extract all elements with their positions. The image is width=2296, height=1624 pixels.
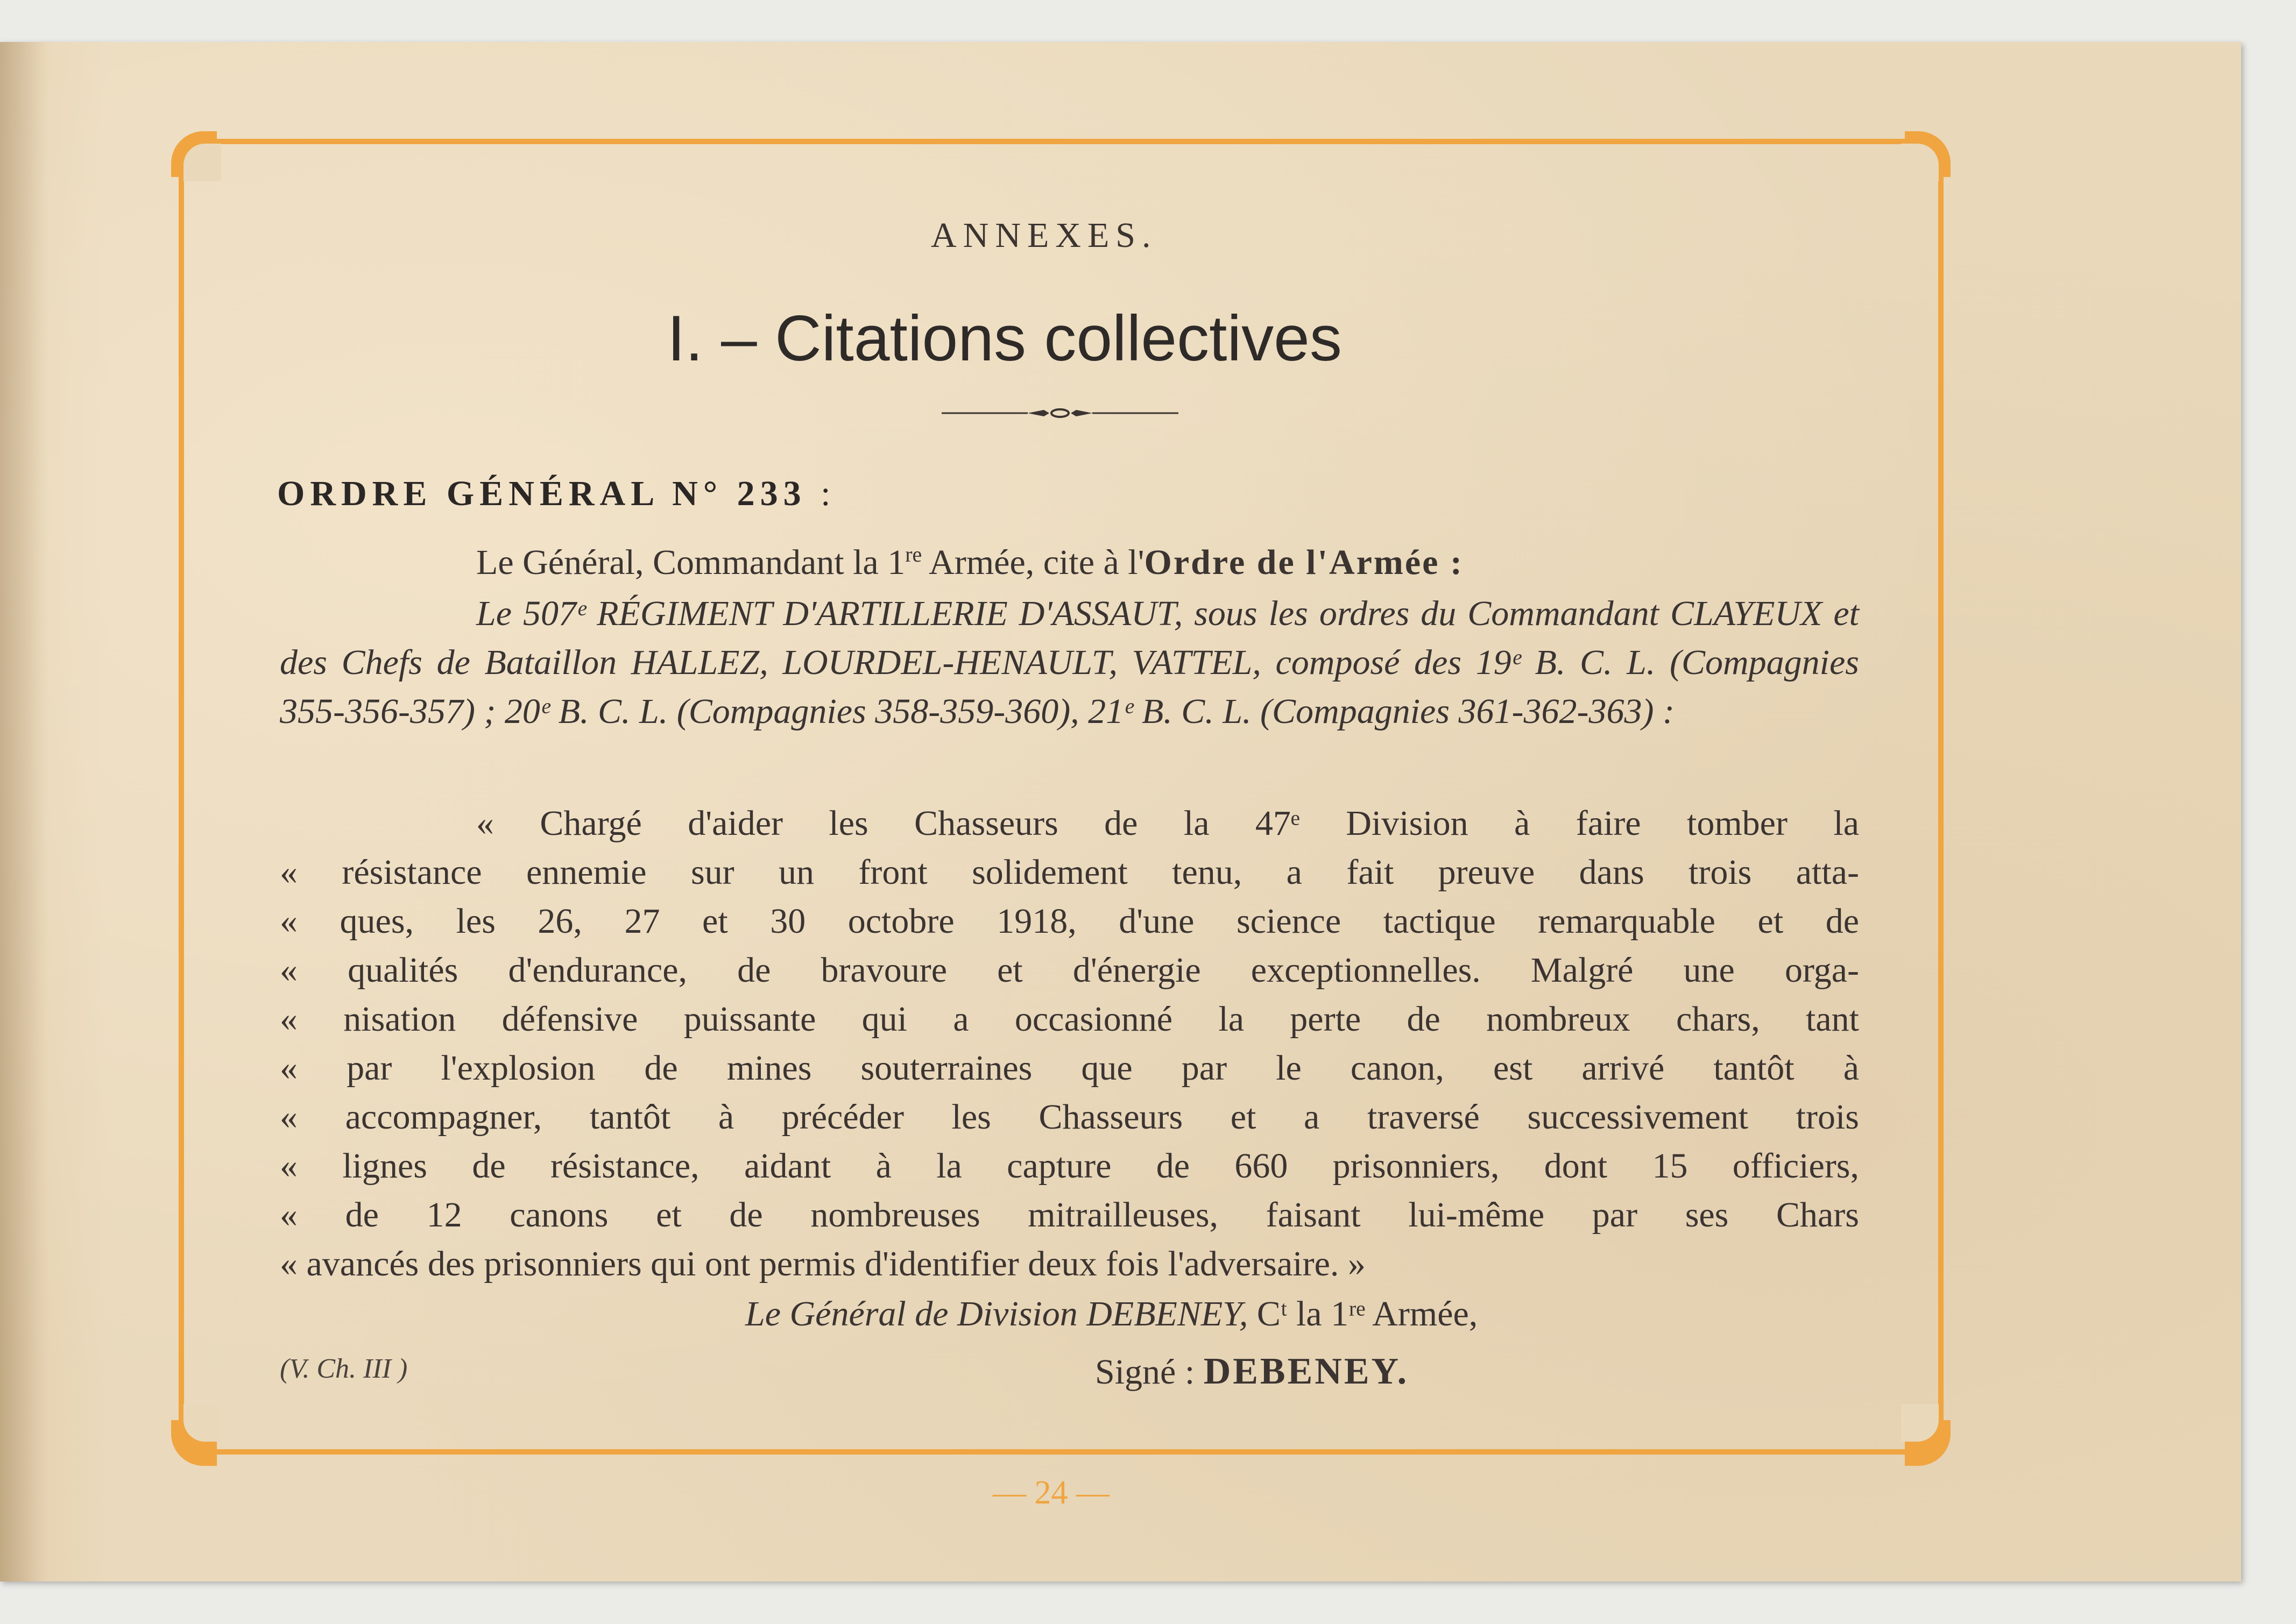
chapter-reference: (V. Ch. III ) <box>280 1353 408 1384</box>
intro-bold: Ordre de l'Armée : <box>1144 543 1464 582</box>
ornament-divider-icon <box>942 402 1178 424</box>
intro-superscript: re <box>905 542 922 566</box>
ordre-label: ORDRE GÉNÉRAL N° 233 <box>277 474 807 513</box>
citation-text <box>280 799 1859 1288</box>
signature-rest: Cᵗ la 1ʳᵉ Armée, <box>1248 1294 1478 1334</box>
regiment-paragraph: Le 507ᵉ RÉGIMENT D'ARTILLERIE D'ASSAUT, sous les ordres du Commandant CLAYEUX et des Chefs de Bataillon HALLEZ, LOURDEL-HENAULT, VATTEL, composé des 19ᵉ B. C. L. (Compagnies 355-356-357) ; 20ᵉ B. C. L. (Compagnies 358-359-360), 21ᵉ B. C. L. (Compagnies 361-362-363) : <box>280 594 1859 731</box>
intro-paragraph <box>280 538 1859 587</box>
citation-line: « par l'explosion de mines souterraines que par le canon, est arrivé tantôt à <box>280 1048 1859 1088</box>
annexes-heading: ANNEXES. <box>931 216 1157 255</box>
signed-name: DEBENEY. <box>1203 1351 1409 1392</box>
signature-line <box>745 1294 1478 1335</box>
signed-line <box>1095 1350 1409 1393</box>
citation-line: « lignes de résistance, aidant à la capture de 660 prisonniers, dont 15 officiers, <box>280 1146 1859 1186</box>
intro-text-before: Le Général, Commandant la 1 <box>476 543 906 582</box>
citation-line: « qualités d'endurance, de bravoure et d'énergie exceptionnelles. Malgré une orga- <box>280 951 1859 990</box>
citation-line: « ques, les 26, 27 et 30 octobre 1918, d'une science tactique remarquable et de <box>280 902 1859 941</box>
ordre-general-heading <box>277 473 831 514</box>
signature-italic: Le Général de Division DEBENEY, <box>745 1294 1248 1334</box>
page-title: I. – Citations collectives <box>667 302 1342 374</box>
citation-line: « nisation défensive puissante qui a occasionné la perte de nombreux chars, tant <box>280 999 1859 1039</box>
ordre-colon: : <box>821 474 831 513</box>
citation-line: « avancés des prisonniers qui ont permis d'identifier deux fois l'adversaire. » <box>280 1244 1366 1283</box>
page-fold-shadow <box>0 42 48 1582</box>
signed-label: Signé : <box>1095 1352 1204 1392</box>
citation-line: « Chargé d'aider les Chasseurs de la 47ᵉ Division à faire tomber la <box>476 804 1859 843</box>
page-number: — 24 — <box>993 1474 1110 1511</box>
citation-line: « résistance ennemie sur un front solidement tenu, a fait preuve dans trois atta- <box>280 853 1859 892</box>
intro-text-middle: Armée, cite à l' <box>922 543 1145 582</box>
citation-line: « de 12 canons et de nombreuses mitrailleuses, faisant lui-même par ses Chars <box>280 1195 1859 1235</box>
citation-line: « accompagner, tantôt à précéder les Chasseurs et a traversé successivement trois <box>280 1097 1859 1137</box>
